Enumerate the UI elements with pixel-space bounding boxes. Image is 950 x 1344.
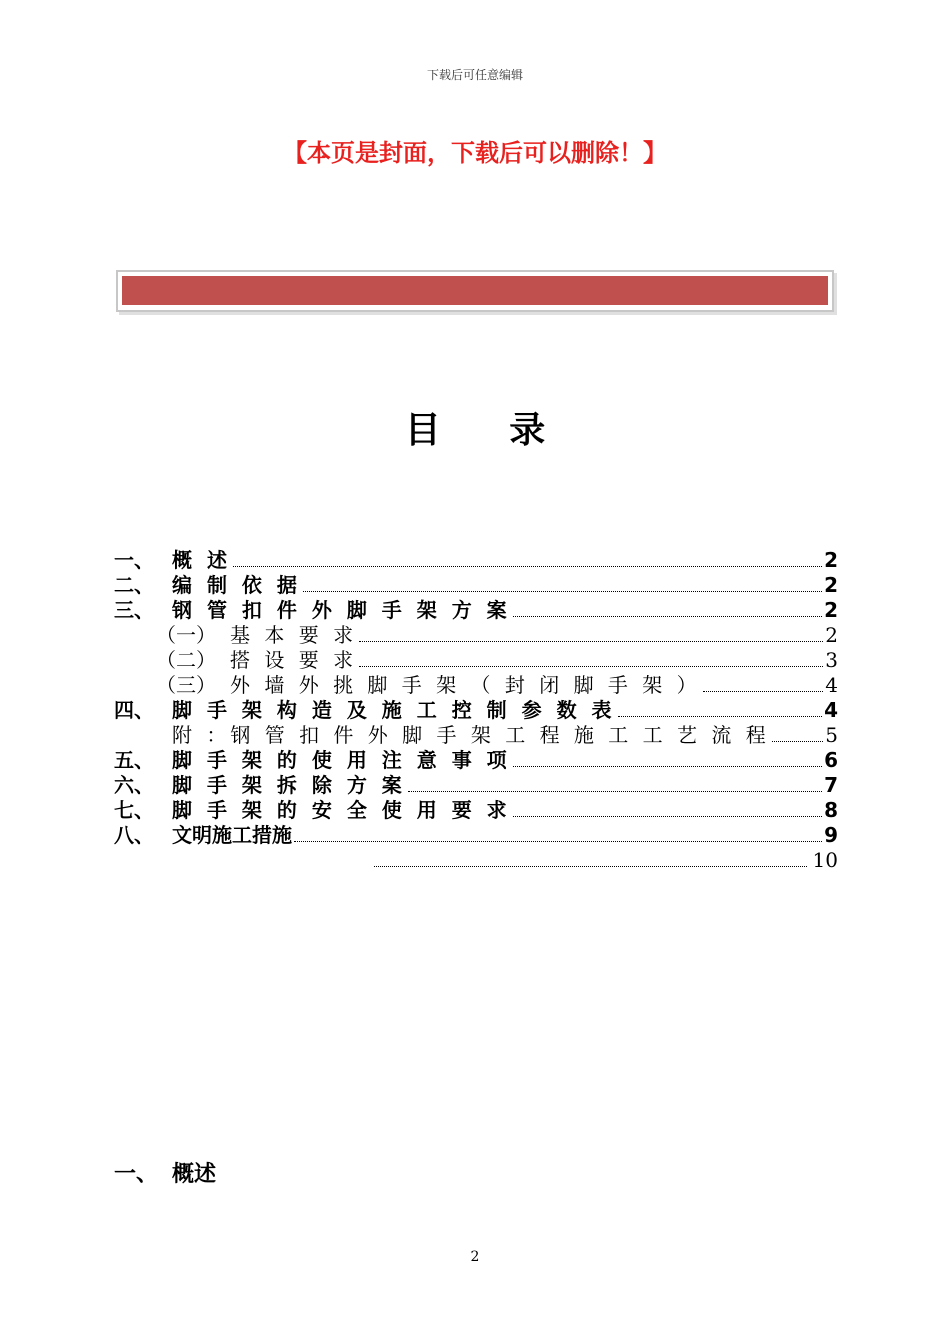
toc-entry-label: 脚 手 架 的 安 全 使 用 要 求 [172,798,511,822]
toc-entry-number: 六、 [114,773,154,797]
toc-entry-label: 钢 管 扣 件 外 脚 手 架 方 案 [172,598,511,622]
toc-entry-page: 5 [825,723,838,747]
toc-dot-leader [408,790,822,792]
toc-title: 目 录 [404,410,574,451]
toc-entry-label: 附 ：钢 管 扣 件 外 脚 手 架 工 程 施 工 工 艺 流 程 [172,723,770,747]
toc-entry[interactable] [114,648,838,673]
toc-dot-leader [772,740,824,742]
toc-entry[interactable] [114,798,838,823]
toc-dot-leader [703,690,824,692]
toc-entry-page: 6 [824,748,838,772]
toc-entry-label: 脚 手 架 的 使 用 注 意 事 项 [172,748,511,772]
toc-entry-page: 10 [812,848,838,872]
toc-entry-page: 9 [824,823,838,847]
toc-entry-label: 概 述 [172,548,231,572]
toc-entry-number: 二、 [114,573,154,597]
toc-entry-page: 2 [825,623,838,647]
toc-dot-leader [513,615,822,617]
toc-entry-page: 4 [824,698,838,722]
toc-entry[interactable] [114,623,838,648]
toc-entry[interactable] [114,673,838,698]
toc-dot-leader [618,715,823,717]
toc-entry-page: 3 [825,648,838,672]
page-number: 2 [470,1249,480,1265]
toc-dot-leader [513,815,822,817]
toc-entry[interactable] [114,698,838,723]
banner-bar [122,276,828,305]
toc-dot-leader [233,565,822,567]
toc-entry-page: 2 [824,548,838,572]
table-of-contents [114,548,838,873]
toc-entry-number: 八、 [114,823,154,847]
header-note: 下载后可任意编辑 [426,68,523,82]
toc-dot-leader [303,590,822,592]
toc-dot-leader [359,665,823,667]
toc-entry-label: 文明施工措施 [172,823,292,847]
toc-entry-number: （三） [156,673,216,697]
toc-entry[interactable] [114,598,838,623]
toc-entry-page: 2 [824,573,838,597]
section-heading-label: 概述 [172,1162,217,1187]
toc-entry-label: 编 制 依 据 [172,573,301,597]
toc-entry-number: 一、 [114,548,154,572]
toc-entry[interactable] [114,723,838,748]
toc-entry-page: 8 [824,798,838,822]
toc-dot-leader [294,840,822,842]
section-heading-number: 一、 [114,1162,159,1187]
toc-entry[interactable] [114,773,838,798]
section-heading [114,1157,216,1188]
toc-entry-label: 脚 手 架 构 造 及 施 工 控 制 参 数 表 [172,698,616,722]
toc-entry[interactable] [114,848,838,873]
decorative-banner [116,270,834,312]
toc-entry-number: 三、 [114,598,154,622]
toc-entry-number: （一） [156,623,216,647]
toc-entry-label: 外 墙 外 挑 脚 手 架 （ 封 闭 脚 手 架 ） [230,673,701,697]
toc-entry-number: 五、 [114,748,154,772]
toc-entry-page: 7 [824,773,838,797]
cover-note: 【本页是封面，下载后可以删除！】 [283,139,667,167]
toc-entry[interactable] [114,823,838,848]
toc-dot-leader [513,765,822,767]
toc-entry-label: 脚 手 架 拆 除 方 案 [172,773,406,797]
toc-entry[interactable] [114,573,838,598]
toc-entry-page: 4 [825,673,838,697]
toc-entry-number: （二） [156,648,216,672]
toc-entry-label: 基 本 要 求 [230,623,358,647]
toc-entry-number: 七、 [114,798,154,822]
toc-entry[interactable] [114,748,838,773]
toc-dot-leader [359,640,823,642]
toc-entry[interactable] [114,548,838,573]
toc-entry-page: 2 [824,598,838,622]
toc-dot-leader [374,865,807,867]
toc-entry-number: 四、 [114,698,154,722]
toc-entry-label: 搭 设 要 求 [230,648,358,672]
